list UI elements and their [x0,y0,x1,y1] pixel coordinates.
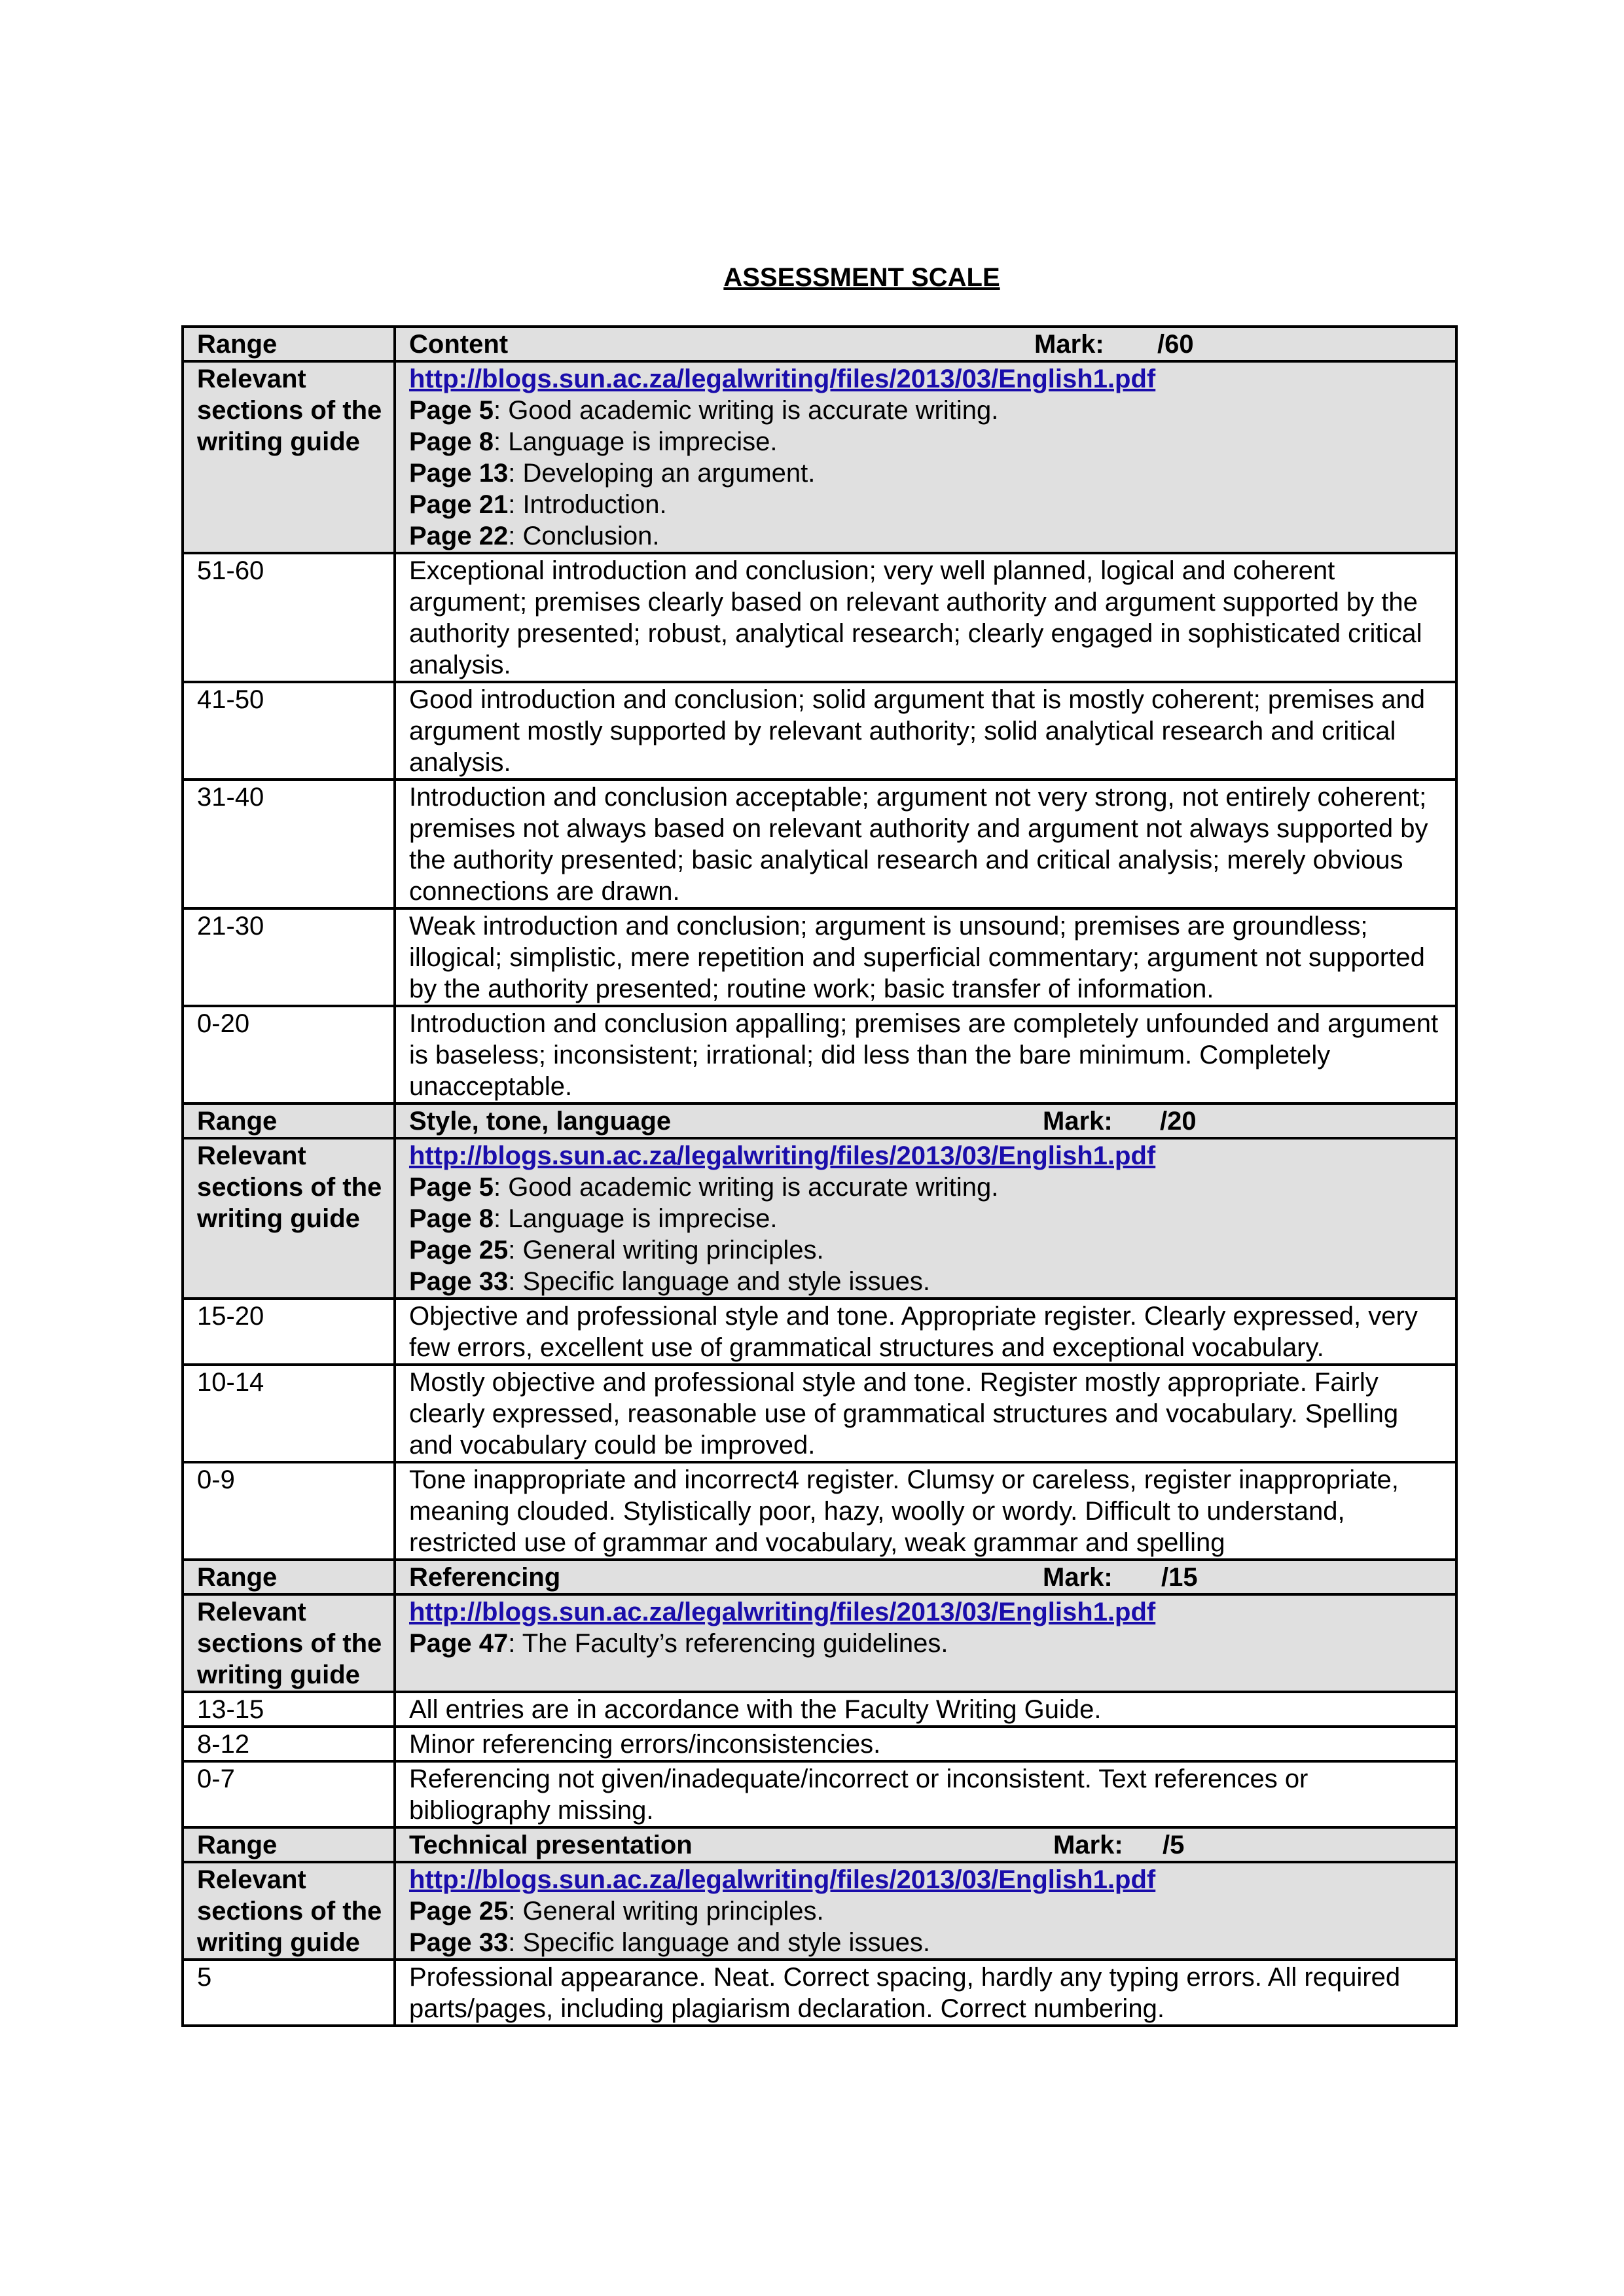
guide-page-ref: Page 5 [409,1173,494,1202]
guide-row [183,1594,1456,1692]
guide-page-text: : General writing principles. [508,1897,824,1926]
guide-label: Relevant sections of the writing guide [183,1138,395,1299]
score-range: 15-20 [183,1299,395,1365]
guide-link[interactable]: http://blogs.sun.ac.za/legalwriting/files/2013/03/English1.pdf [409,365,1156,393]
guide-link[interactable]: http://blogs.sun.ac.za/legalwriting/files/2013/03/English1.pdf [409,1865,1156,1894]
guide-page-text: : Language is imprecise. [493,1204,778,1233]
mark-label: Mark: [1053,1831,1123,1859]
mark-max: /60 [1157,330,1194,359]
section-header-row [183,1560,1456,1594]
score-description: Objective and professional style and tone. Appropriate register. Clearly expressed, very few errors, excellent use of grammatical structures and exceptional vocabulary. [395,1299,1456,1365]
score-description: Introduction and conclusion acceptable; argument not very strong, not entirely coherent; premises not always based on relevant authority and argument not always supported by the authority presented; basic analytical research and critical analysis; merely obvious connections are drawn. [395,780,1456,908]
section-header-row [183,1103,1456,1138]
guide-page-ref: Page 33 [409,1928,509,1957]
section-header-row [183,327,1456,361]
section-header-wrap [409,329,1447,360]
section-header-cell [395,1560,1456,1594]
guide-page-line [409,1172,1447,1203]
mark-label: Mark: [1043,1107,1113,1136]
guide-link[interactable]: http://blogs.sun.ac.za/legalwriting/files/2013/03/English1.pdf [409,1598,1156,1626]
section-header-wrap [409,1829,1447,1861]
guide-page-ref: Page 8 [409,427,494,456]
score-description: Mostly objective and professional style and tone. Register mostly appropriate. Fairly clearly expressed, reasonable use of grammatical structures and vocabulary. Spelling and vocabulary could be improved. [395,1365,1456,1462]
score-description: Weak introduction and conclusion; argument is unsound; premises are groundless; illogical; simplistic, mere repetition and superficial commentary; argument not supported by the authority presented; routine work; basic transfer of information. [395,908,1456,1006]
guide-page-ref: Page 33 [409,1267,509,1296]
score-row [183,1960,1456,2026]
section-header-cell [395,1827,1456,1862]
guide-page-ref: Page 8 [409,1204,494,1233]
section-heading: Technical presentation [409,1831,693,1859]
guide-cell [395,1862,1456,1960]
score-range: 8-12 [183,1727,395,1761]
guide-page-line [409,1927,1447,1958]
guide-row [183,361,1456,553]
guide-label: Relevant sections of the writing guide [183,361,395,553]
score-row [183,1727,1456,1761]
mark-label: Mark: [1043,1563,1113,1592]
score-description: Referencing not given/inadequate/incorrect or inconsistent. Text references or bibliography missing. [395,1761,1456,1827]
guide-page-line [409,1628,1447,1659]
score-row [183,1462,1456,1560]
guide-page-line [409,457,1447,489]
score-row [183,780,1456,908]
score-range: 31-40 [183,780,395,908]
guide-page-ref: Page 25 [409,1236,509,1265]
range-header: Range [183,1103,395,1138]
range-header: Range [183,1560,395,1594]
mark-max: /20 [1160,1107,1197,1136]
guide-page-line [409,1234,1447,1266]
score-description: Tone inappropriate and incorrect4 register. Clumsy or careless, register inappropriate, meaning clouded. Stylistically poor, hazy, woolly or wordy. Difficult to understand, restricted use of grammar and vocabulary, weak grammar and spelling [395,1462,1456,1560]
score-row [183,1761,1456,1827]
guide-page-line [409,489,1447,520]
guide-page-text: : Conclusion. [508,522,660,550]
section-header-cell [395,1103,1456,1138]
guide-page-line [409,1203,1447,1234]
guide-row [183,1862,1456,1960]
guide-page-text: : Developing an argument. [508,459,816,488]
score-description: Professional appearance. Neat. Correct spacing, hardly any typing errors. All required parts/pages, including plagiarism declaration. Correct numbering. [395,1960,1456,2026]
range-header: Range [183,327,395,361]
score-range: 10-14 [183,1365,395,1462]
guide-page-line [409,1895,1447,1927]
mark-label: Mark: [1034,330,1104,359]
guide-page-line [409,520,1447,552]
score-description: Exceptional introduction and conclusion; very well planned, logical and coherent argument; premises clearly based on relevant authority and argument supported by the authority presented; robust, analytical research; clearly engaged in sophisticated critical analysis. [395,553,1456,682]
score-range: 0-20 [183,1006,395,1103]
guide-link[interactable]: http://blogs.sun.ac.za/legalwriting/files/2013/03/English1.pdf [409,1141,1156,1170]
guide-cell [395,361,1456,553]
guide-page-text: : Language is imprecise. [493,427,778,456]
guide-page-text: : General writing principles. [508,1236,824,1265]
section-heading: Style, tone, language [409,1107,672,1136]
assessment-table [181,325,1458,2027]
guide-page-ref: Page 22 [409,522,509,550]
guide-page-text: : Introduction. [508,490,667,519]
score-range: 51-60 [183,553,395,682]
score-range: 5 [183,1960,395,2026]
score-row [183,908,1456,1006]
mark-max: /5 [1163,1831,1185,1859]
score-row [183,1692,1456,1727]
section-header-wrap [409,1562,1447,1593]
score-row [183,1006,1456,1103]
score-row [183,682,1456,780]
range-header: Range [183,1827,395,1862]
score-range: 0-7 [183,1761,395,1827]
guide-page-text: : Specific language and style issues. [508,1267,931,1296]
guide-page-ref: Page 13 [409,459,509,488]
guide-page-line [409,426,1447,457]
section-header-cell [395,327,1456,361]
score-description: Introduction and conclusion appalling; premises are completely unfounded and argument is baseless; inconsistent; irrational; did less than the bare minimum. Completely unacceptable. [395,1006,1456,1103]
score-range: 0-9 [183,1462,395,1560]
score-range: 41-50 [183,682,395,780]
guide-page-text: : The Faculty’s referencing guidelines. [508,1629,948,1658]
score-description: Minor referencing errors/inconsistencies. [395,1727,1456,1761]
score-range: 21-30 [183,908,395,1006]
section-header-row [183,1827,1456,1862]
score-range: 13-15 [183,1692,395,1727]
guide-page-ref: Page 21 [409,490,509,519]
score-row [183,1299,1456,1365]
section-heading: Content [409,330,509,359]
score-description: Good introduction and conclusion; solid argument that is mostly coherent; premises and argument mostly supported by relevant authority; solid analytical research and critical analysis. [395,682,1456,780]
score-row [183,553,1456,682]
guide-cell [395,1594,1456,1692]
page-title: ASSESSMENT SCALE [723,263,1000,292]
guide-page-line [409,395,1447,426]
guide-label: Relevant sections of the writing guide [183,1862,395,1960]
section-header-wrap [409,1105,1447,1137]
guide-page-text: : Good academic writing is accurate writing. [493,396,999,425]
guide-page-ref: Page 47 [409,1629,509,1658]
guide-page-text: : Specific language and style issues. [508,1928,931,1957]
guide-page-line [409,1266,1447,1297]
section-heading: Referencing [409,1563,561,1592]
score-row [183,1365,1456,1462]
guide-page-ref: Page 5 [409,396,494,425]
guide-page-ref: Page 25 [409,1897,509,1926]
mark-max: /15 [1161,1563,1198,1592]
guide-row [183,1138,1456,1299]
guide-page-text: : Good academic writing is accurate writing. [493,1173,999,1202]
score-description: All entries are in accordance with the Faculty Writing Guide. [395,1692,1456,1727]
guide-label: Relevant sections of the writing guide [183,1594,395,1692]
guide-cell [395,1138,1456,1299]
